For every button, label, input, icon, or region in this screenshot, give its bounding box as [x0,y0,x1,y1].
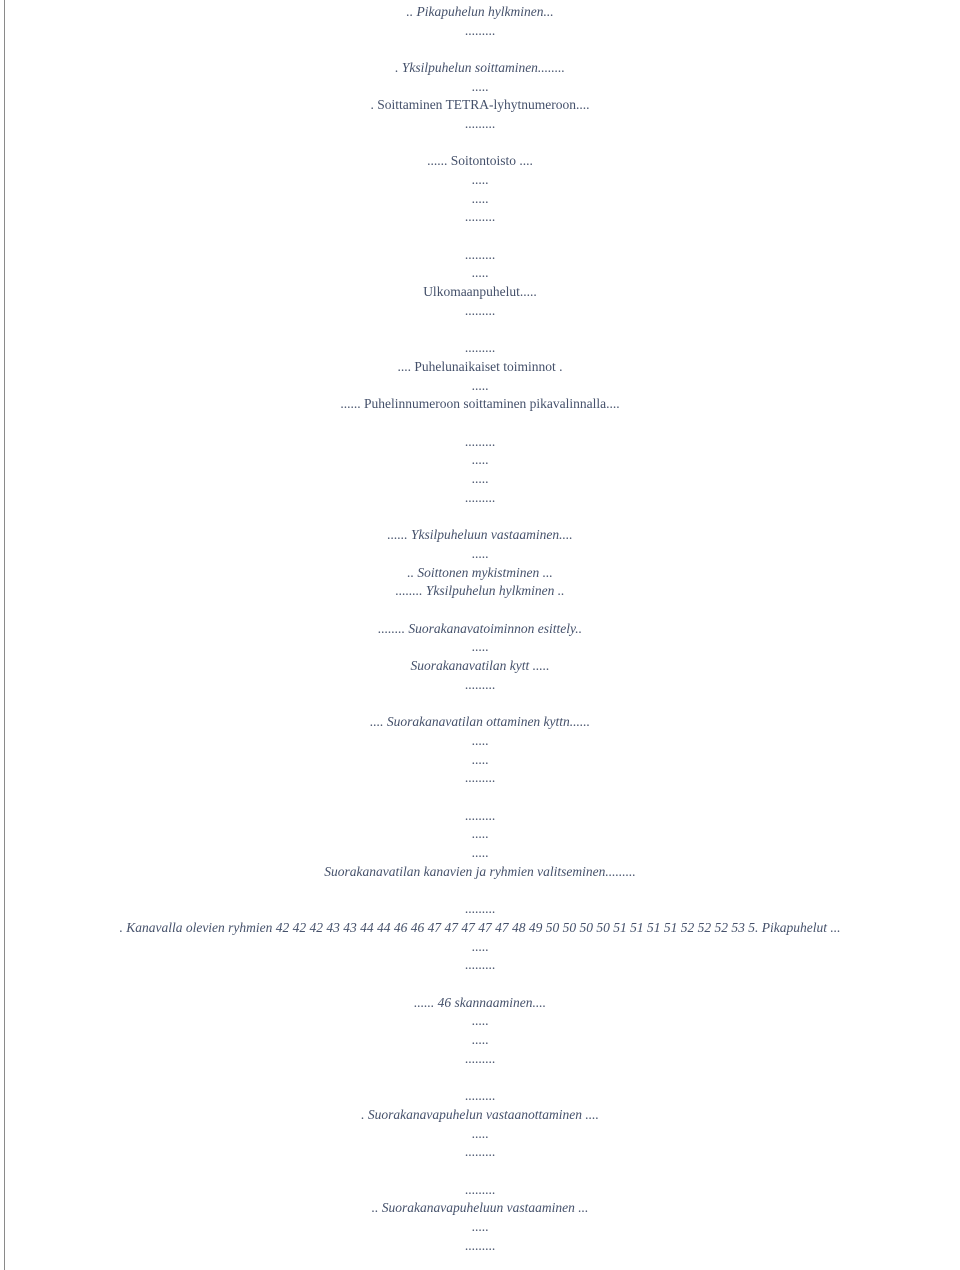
toc-line: ..... [471,378,489,393]
toc-line: ......... [464,490,496,505]
toc-line: ......... [464,23,496,38]
toc-line: .. Suorakanavapuheluun vastaaminen ... [371,1200,589,1215]
toc-line: ..... [471,939,489,954]
toc-line: . Soittaminen TETRA-lyhytnumeroon.... [370,97,590,112]
toc-line: ........ Yksilpuhelun hylkminen .. [395,583,565,598]
toc-line: ......... [464,247,496,262]
toc-line: Suorakanavatilan kytt ..... [410,658,550,673]
toc-line: ..... [471,639,489,654]
toc-line: ..... [471,733,489,748]
toc-line: ..... [471,172,489,187]
toc-line: . Kanavalla olevien ryhmien 42 42 42 43 43 44 44 46 46 47 47 47 47 47 48 49 50 50 50 50 51 51 51 51 52 52 52 53 5. Pikapuhelut ... [119,920,841,935]
toc-line: ......... [464,1088,496,1103]
toc-line: ......... [464,434,496,449]
toc-line: ..... [471,265,489,280]
toc-line: ...... Puhelinnumeroon soittaminen pikavalinnalla.... [340,396,620,411]
toc-line: ......... [464,901,496,916]
toc-line: ......... [464,340,496,355]
toc-line: .... Suorakanavatilan ottaminen kyttn...... [369,714,591,729]
toc-line: . Yksilpuhelun soittaminen........ [395,60,565,75]
toc-line: ......... [464,1051,496,1066]
toc-line: ......... [464,116,496,131]
toc-line: ...... Yksilpuheluun vastaaminen.... [387,527,573,542]
toc-line: ..... [471,1126,489,1141]
toc-line: ......... [464,677,496,692]
toc-line: ..... [471,452,489,467]
toc-line: ......... [464,1182,496,1197]
toc-line: .... Puhelunaikaiset toiminnot . [397,359,563,374]
toc-line: ..... [471,1219,489,1234]
toc-line: ......... [464,770,496,785]
toc-line: ......... [464,957,496,972]
toc-line: .. Pikapuhelun hylkminen... [406,4,554,19]
toc-line: ...... 46 skannaaminen.... [414,995,546,1010]
toc-line: ..... [471,826,489,841]
toc-line: ......... [464,808,496,823]
toc-line: ..... [471,752,489,767]
toc-line: ......... [464,1238,496,1253]
toc-line: ......... [464,303,496,318]
toc-line: .. Soittonen mykistminen ... [407,565,553,580]
toc-line: ........ Suorakanavatoiminnon esittely.. [378,621,582,636]
toc-line: . Suorakanavapuhelun vastaanottaminen .... [361,1107,599,1122]
toc-line: ..... [471,1032,489,1047]
toc-line: ..... [471,471,489,486]
toc-line: Suorakanavatilan kanavien ja ryhmien valitseminen......... [324,864,636,879]
toc-line: ......... [464,209,496,224]
toc-line: ..... [471,546,489,561]
toc-line: ......... [464,1144,496,1159]
toc-line: ...... Soitontoisto .... [427,153,533,168]
toc-line: ..... [471,845,489,860]
toc-line: ..... [471,191,489,206]
toc-line: Ulkomaanpuhelut..... [423,284,537,299]
toc-line: ..... [471,1013,489,1028]
toc-line: ..... [471,79,489,94]
